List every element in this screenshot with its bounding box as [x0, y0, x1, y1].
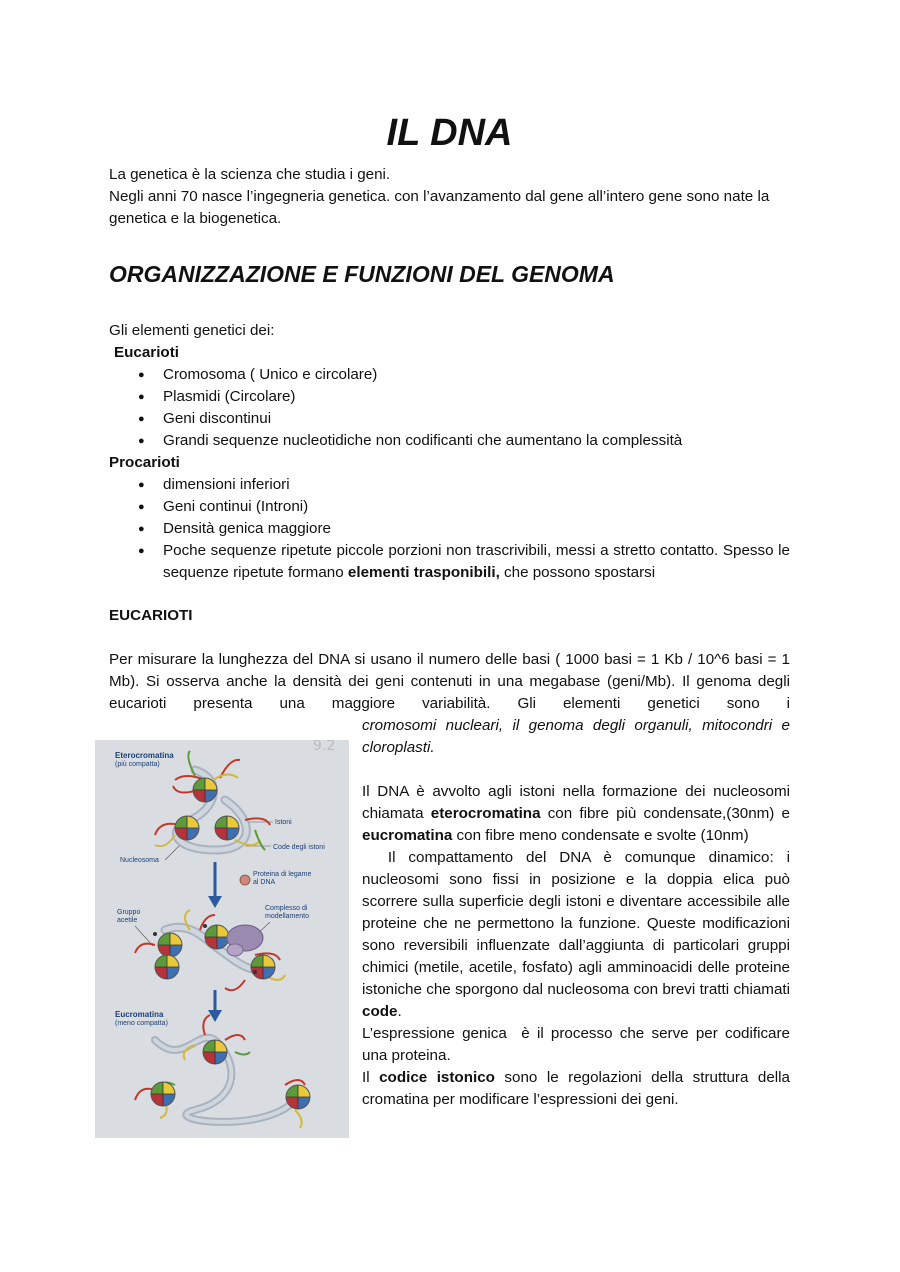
paragraph-gene-expression: L’espressione genica è il processo che serve per codificare una proteina.: [362, 1025, 795, 1064]
eucarioti-heading: Eucarioti: [114, 344, 179, 361]
text-span: con fibre più condensate,(30nm) e: [540, 805, 790, 822]
page-title: IL DNA: [386, 112, 513, 154]
list-item: ● Geni discontinui: [109, 408, 790, 430]
list-item: ● Grandi sequenze nucleotidiche non codificanti che aumentano la complessità: [109, 430, 790, 452]
list-item: ● Cromosoma ( Unico e circolare): [109, 364, 790, 386]
genetic-elements: [109, 320, 790, 584]
term-eterocromatina: eterocromatina: [430, 805, 541, 822]
text-span: con fibre meno condensate e svolte (10nm): [452, 827, 749, 844]
paragraph-compaction: [362, 847, 795, 1023]
term-code: code: [362, 1003, 398, 1020]
label-gruppo-2: acetile: [117, 917, 138, 924]
term-eucromatina: eucromatina: [362, 827, 453, 844]
intro-line-1: La genetica è la scienza che studia i geni.: [109, 166, 391, 183]
label-code: Code degli istoni: [273, 844, 325, 851]
text-span: sono le regolazioni della struttura della cromatina per modificare l’espressioni dei geni.: [362, 1069, 790, 1108]
label-eucromatina: Eucromatina: [115, 1010, 164, 1019]
text-span: .: [397, 1003, 402, 1020]
list-item: ● Densità genica maggiore: [109, 518, 790, 540]
list-item: ● dimensioni inferiori: [109, 474, 790, 496]
label-nucleosoma: Nucleosoma: [120, 857, 159, 864]
list-item: [109, 540, 790, 584]
paragraph-genome-size: Per misurare la lunghezza del DNA si usano il numero delle basi ( 1000 basi = 1 Kb / 10^6 basi = 1 Mb). Si osserva anche la densità dei geni contenuti in una megabase (geni/Mb). Il genoma degli eucarioti presenta una maggiore variabilità. Gli elementi genetici sono i: [109, 651, 790, 712]
elements-intro: Gli elementi genetici dei:: [109, 322, 275, 339]
list-item-text: che possono spostarsi: [499, 564, 656, 581]
chromatin-figure: [95, 740, 349, 1138]
text-span: Il compattamento del DNA è comunque dinamico: i nucleosomi sono fissi in posizione e la doppia elica può scorrere sulla superficie degli istoni e diventare accessibile alle proteine che ne permettono la funzione. Queste modificazioni sono reversibili influenzate dall’aggiunta di particolari gruppi chimici (metile, acetile, fosfato) agli amminoacidi delle proteine istoniche che sporgono dal nucleosoma con brevi tratti chiamati: [362, 849, 795, 998]
paragraph-histone-code: [362, 1067, 790, 1111]
label-eterocromatina-sub: (più compatta): [115, 761, 160, 768]
paragraph-organelles: cromosomi nucleari, il genoma degli organuli, mitocondri e cloroplasti.: [362, 717, 790, 756]
label-istoni: Istoni: [275, 819, 292, 826]
chromatin-diagram: [95, 740, 349, 1138]
intro-block: [109, 164, 790, 230]
label-proteina-2: al DNA: [253, 879, 276, 886]
label-gruppo: Gruppo: [117, 909, 141, 916]
label-complesso: Complesso di: [265, 905, 308, 912]
text-span: Il DNA è avvolto agli istoni nella formazione dei nucleosomi chiamata: [362, 783, 790, 822]
intro-line-2: Negli anni 70 nasce l’ingegneria genetica. con l’avanzamento dal gene all’intero gene sono nate la genetica e la biogenetica.: [109, 188, 770, 227]
eucarioti-list: [109, 364, 790, 452]
subsection-title: EUCARIOTI: [109, 607, 193, 624]
paragraph-chromatin: [362, 781, 790, 847]
section-title: ORGANIZZAZIONE E FUNZIONI DEL GENOMA: [109, 261, 615, 287]
procarioti-list: [109, 474, 790, 584]
label-eterocromatina: Eterocromatina: [115, 751, 174, 760]
procarioti-heading: Procarioti: [109, 454, 180, 471]
list-item-bold: elementi trasponibili,: [347, 564, 500, 581]
term-codice-istonico: codice istonico: [379, 1069, 495, 1086]
label-proteina: Proteina di legame: [253, 871, 312, 878]
label-complesso-2: modellamento: [265, 913, 309, 920]
bg-texture: 9.2: [313, 740, 336, 754]
list-item-text: Poche sequenze ripetute piccole porzioni non trascrivibili, messi a stretto contatto. Spesso le sequenze ripetute formano: [163, 542, 790, 581]
list-item: ● Plasmidi (Circolare): [109, 386, 790, 408]
label-eucromatina-sub: (meno compatta): [115, 1020, 168, 1027]
list-item: ● Geni continui (Introni): [109, 496, 790, 518]
right-column: [362, 715, 795, 1111]
text-span: Il: [362, 1069, 380, 1086]
